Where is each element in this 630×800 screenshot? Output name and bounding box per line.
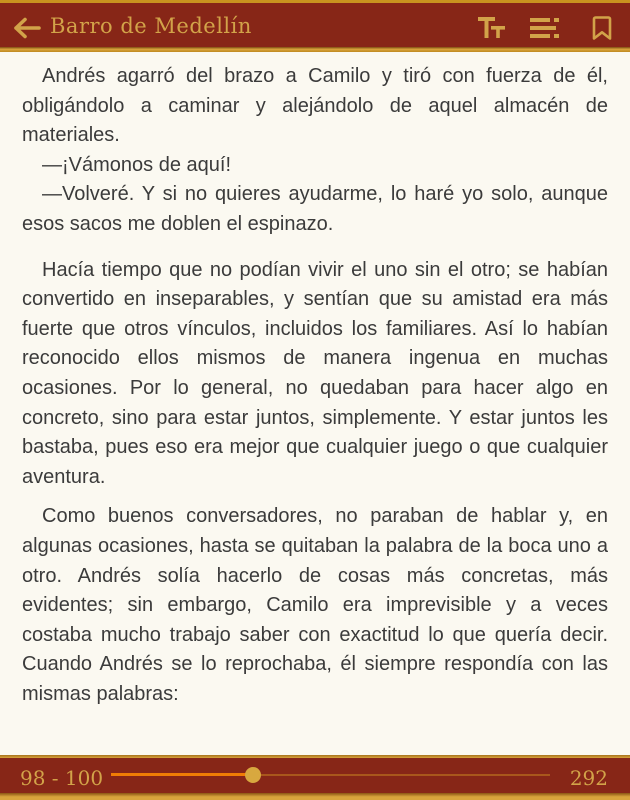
text-settings-button[interactable]: [475, 11, 509, 45]
slider-thumb[interactable]: [245, 767, 261, 783]
text-size-icon: [477, 15, 507, 41]
contents-button[interactable]: [528, 11, 562, 45]
bookmark-icon: [592, 15, 612, 41]
bookmark-button[interactable]: [585, 11, 619, 45]
table-of-contents-icon: [530, 17, 560, 39]
reading-progress-slider[interactable]: [111, 755, 550, 795]
paragraph: Como buenos conversadores, no paraban de hablar y, en algunas ocasiones, hasta se quitaban la palabra de la boca uno a otro. Andrés solía hacerlo de cosas más concretas, más evidentes; sin embargo, Camilo era imprevisible y a veces costaba mucho trabajo saber con exactitud lo que quería decir. Cuando Andrés se lo reprochaba, él siempre respondía con las mismas palabras:: [22, 505, 608, 705]
paragraph: Andrés agarró del brazo a Camilo y tiró con fuerza de él, obligándolo a caminar y alejándolo de aquel almacén de materiales.: [22, 65, 608, 147]
reading-page[interactable]: [0, 52, 630, 755]
paragraph: Hacía tiempo que no podían vivir el uno sin el otro; se habían convertido en inseparables, y sentían que su amistad era más fuerte que otros vínculos, incluidos los familiares. Así lo habían reconocido ellos mismos de manera ingenua en muchas ocasiones. Por lo general, no quedaban para hacer algo en concreto, sino para estar juntos, simplemente. Y estar juntos les bastaba, pues eso era mejor que cualquier juego o que cualquier aventura.: [22, 258, 608, 488]
slider-fill: [111, 773, 253, 776]
bottom-progress-bar: [0, 755, 630, 800]
back-arrow-icon: [13, 17, 41, 39]
back-button[interactable]: [10, 13, 44, 43]
current-page-range: 98 - 100: [20, 766, 104, 790]
dialog-line: —Volveré. Y si no quieres ayudarme, lo haré yo solo, aunque esos sacos me doblen el espinazo.: [22, 183, 608, 235]
total-pages: 292: [569, 766, 608, 790]
top-app-bar: [0, 0, 630, 52]
dialog-line: —¡Vámonos de aquí!: [42, 153, 231, 176]
book-title: Barro de Medellín: [50, 14, 252, 38]
